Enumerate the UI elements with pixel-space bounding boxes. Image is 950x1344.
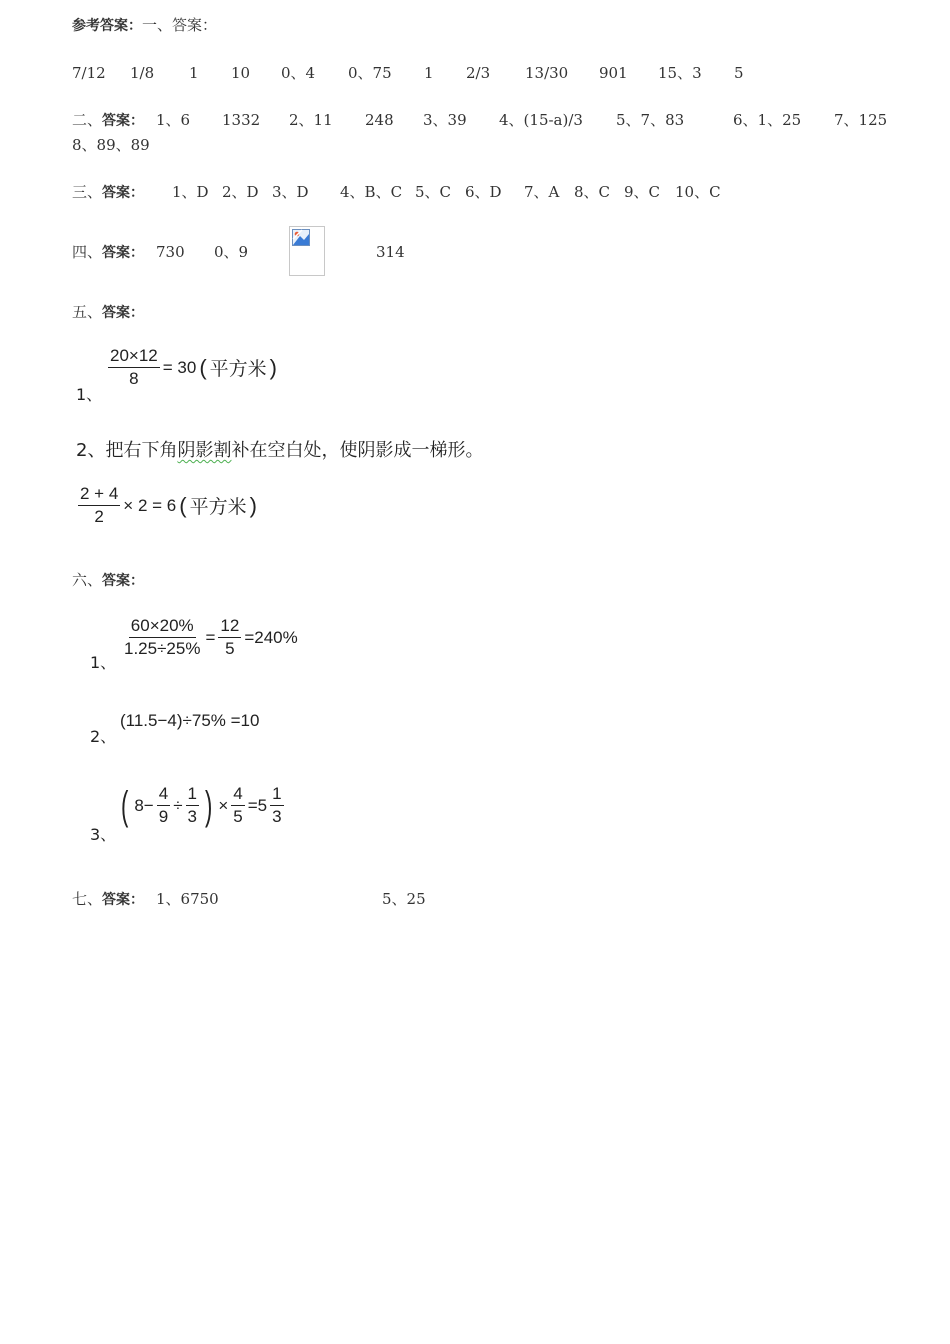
- formula-6-2: (11.5−4)÷75% =10: [120, 711, 260, 730]
- section2-label-bold: 答案：: [102, 113, 145, 129]
- section7-label: 七、: [72, 890, 103, 908]
- answer-item: 314: [376, 243, 405, 261]
- section2-line2: [72, 136, 150, 154]
- question-index: 2、: [90, 727, 117, 746]
- answer-item: 5、7、83: [616, 111, 685, 129]
- question-index: 3、: [90, 825, 117, 844]
- section4-label-bold: 答案：: [102, 245, 145, 261]
- answer-item: 3、D: [272, 183, 309, 201]
- answer-item: 2、11: [289, 111, 333, 129]
- answer-item: 3、39: [423, 111, 467, 129]
- answer-item: 1: [424, 64, 434, 82]
- answer-item: 2/3: [466, 64, 491, 82]
- answer-item: 1、6750: [156, 890, 219, 908]
- answer-item: 730: [156, 243, 185, 261]
- answer-item: 248: [365, 111, 394, 129]
- answer-item: 1332: [222, 111, 261, 129]
- answer-item: 1: [189, 64, 199, 82]
- answer-item: 8、C: [574, 183, 611, 201]
- answer-item: 10: [231, 64, 251, 82]
- fraction: $\frac{60\times 20\%}{1.25\div 25\%}$: [124, 616, 201, 658]
- formula-5-1: $\frac{20\times 12}{8}$ = 30 ( 平方米 ): [110, 346, 277, 388]
- section5-q2-sentence: 2、把右下角阴影割补在空白处，使阴影成一梯形。: [76, 440, 484, 461]
- header-line: [72, 16, 217, 35]
- formula-5-2: $\frac{2 + 4}{2}$ × 2 = 6 ( 平方米 ): [80, 484, 257, 526]
- section2-line1: [72, 111, 892, 129]
- answer-item: 4、(15-a)/3: [499, 111, 583, 129]
- question-index: 1、: [90, 653, 117, 672]
- section5-label: 五、: [72, 303, 103, 321]
- answer-item: 1、6: [156, 111, 191, 129]
- answer-item: 1、D: [172, 183, 209, 201]
- section3-line: [72, 183, 832, 201]
- answer-item: 7/12: [72, 64, 106, 82]
- answer-item: 2、D: [222, 183, 259, 201]
- answer-item: 6、D: [465, 183, 502, 201]
- question-index: 1、: [76, 385, 103, 404]
- answer-item: 1/8: [130, 64, 155, 82]
- fraction: $\frac{1}{3}$: [187, 784, 197, 826]
- answer-item: 6、1、25: [733, 111, 802, 129]
- answer-item: 9、C: [624, 183, 661, 201]
- section5-header: [72, 303, 144, 322]
- section7-label-bold: 答案：: [102, 892, 145, 908]
- answer-item: 10、C: [675, 183, 721, 201]
- answer-item: 8、89、89: [72, 136, 150, 154]
- section3-label: 三、: [72, 183, 103, 201]
- broken-image-icon: [292, 229, 310, 246]
- section6-label-bold: 答案：: [102, 573, 145, 589]
- answer-item: 4、B、C: [340, 183, 403, 201]
- section4-line: [72, 243, 472, 261]
- answer-item: 0、9: [214, 243, 249, 261]
- section3-label-bold: 答案：: [102, 185, 145, 201]
- fraction: $\frac{4}{5}$: [233, 784, 243, 826]
- fraction: $\frac{2 + 4}{2}$: [80, 484, 119, 526]
- answer-item: 5、C: [415, 183, 452, 201]
- section1-answers: [72, 64, 892, 82]
- answer-item: 5: [734, 64, 744, 82]
- answer-item: 13/30: [525, 64, 569, 82]
- answer-item: 5、25: [382, 890, 426, 908]
- answer-item: 901: [599, 64, 628, 82]
- fraction: $\frac{12}{5}$: [220, 616, 240, 658]
- answer-item: 0、75: [348, 64, 392, 82]
- section6-label: 六、: [72, 571, 103, 589]
- answer-item: 0、4: [281, 64, 316, 82]
- formula-6-1: $\frac{60\times 20\%}{1.25\div 25\%}$ = $\frac{12}{5}$ =240%: [124, 616, 298, 658]
- section4-label: 四、: [72, 243, 103, 261]
- fraction: $\frac{20\times 12}{8}$: [110, 346, 158, 388]
- section6-header: [72, 571, 144, 590]
- answer-item: 15、3: [658, 64, 702, 82]
- broken-image-placeholder: [289, 226, 325, 276]
- section2-label: 二、: [72, 111, 103, 129]
- section7-line: [72, 890, 472, 908]
- answer-item: 7、125: [834, 111, 888, 129]
- formula-6-3: ( 8− $\frac{4}{9}$ ÷ $\frac{1}{3}$ ) × $\frac{4}{5}$ =5 $\frac{1}{3}$: [120, 783, 282, 828]
- section5-label-bold: 答案：: [102, 305, 145, 321]
- fraction: $\frac{4}{9}$: [158, 784, 169, 826]
- section1-label: 一、答案：: [142, 16, 218, 34]
- page-title: 参考答案：: [72, 18, 142, 34]
- answer-item: 7、A: [524, 183, 560, 201]
- fraction: $\frac{1}{3}$: [272, 784, 282, 826]
